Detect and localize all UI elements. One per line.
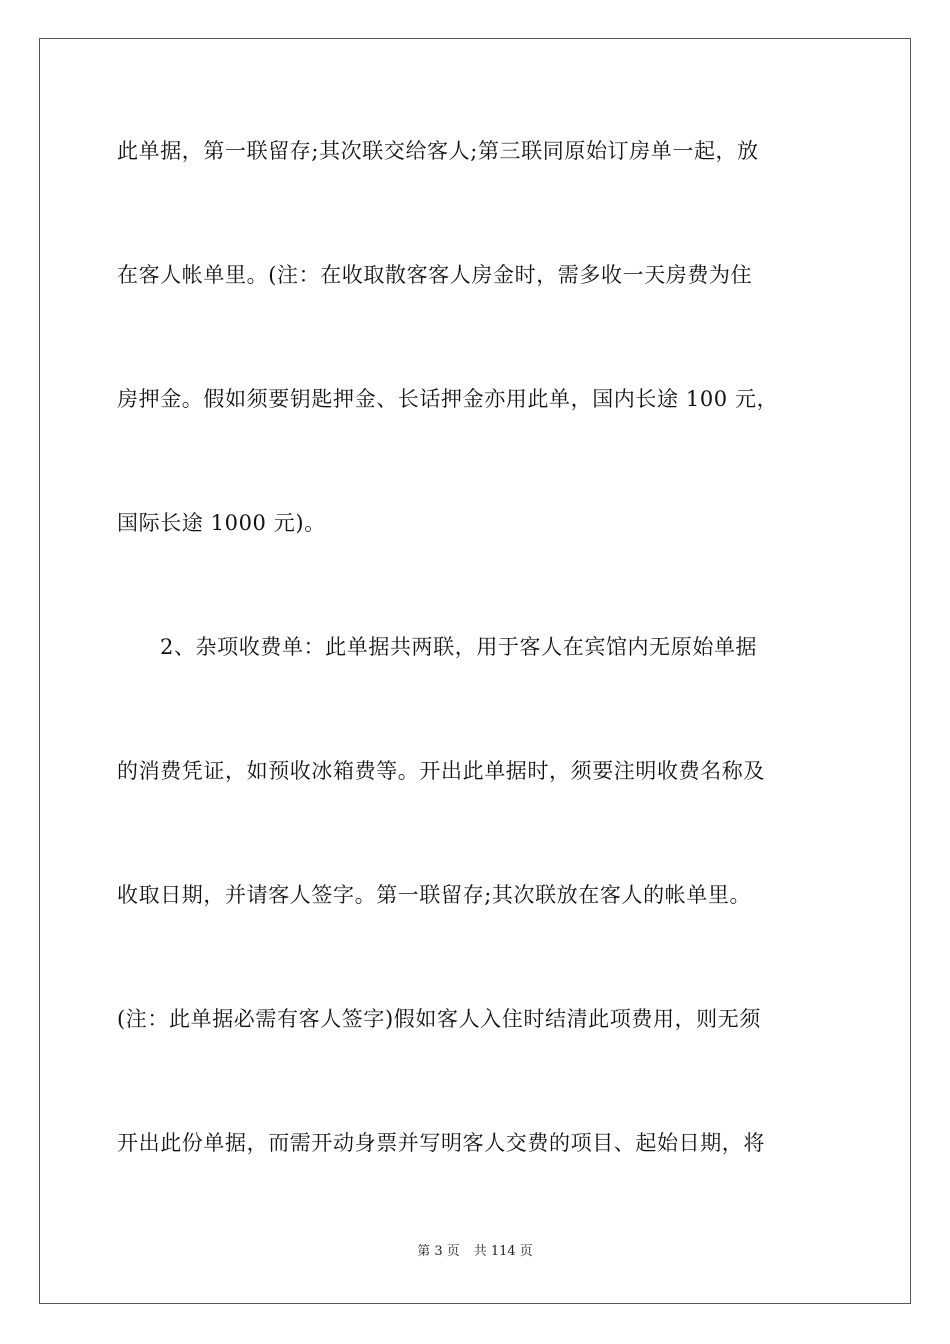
body-text-line: (注：此单据必需有客人签字)假如客人入住时结清此项费用，则无须 <box>117 1007 761 1031</box>
body-text-line: 此单据，第一联留存;其次联交给客人;第三联同原始订房单一起，放 <box>117 139 759 163</box>
body-text-line: 房押金。假如须要钥匙押金、长话押金亦用此单，国内长途 100 元， <box>117 387 779 411</box>
body-text-line: 开出此份单据，而需开动身票并写明客人交费的项目、起始日期，将 <box>117 1131 765 1155</box>
paragraph-start-line: 2、杂项收费单：此单据共两联，用于客人在宾馆内无原始单据 <box>160 635 758 659</box>
page-number: 第 3 页 <box>417 1244 460 1259</box>
body-text-line: 收取日期，并请客人签字。第一联留存;其次联放在客人的帐单里。 <box>117 883 752 907</box>
body-text-line: 国际长途 1000 元)。 <box>117 511 326 535</box>
page-border <box>39 38 911 1304</box>
body-text-line: 的消费凭证，如预收冰箱费等。开出此单据时，须要注明收费名称及 <box>117 759 765 783</box>
total-pages: 共 114 页 <box>473 1244 533 1259</box>
page-footer <box>0 1243 950 1261</box>
body-text-line: 在客人帐单里。(注：在收取散客客人房金时，需多收一天房费为住 <box>117 263 753 287</box>
